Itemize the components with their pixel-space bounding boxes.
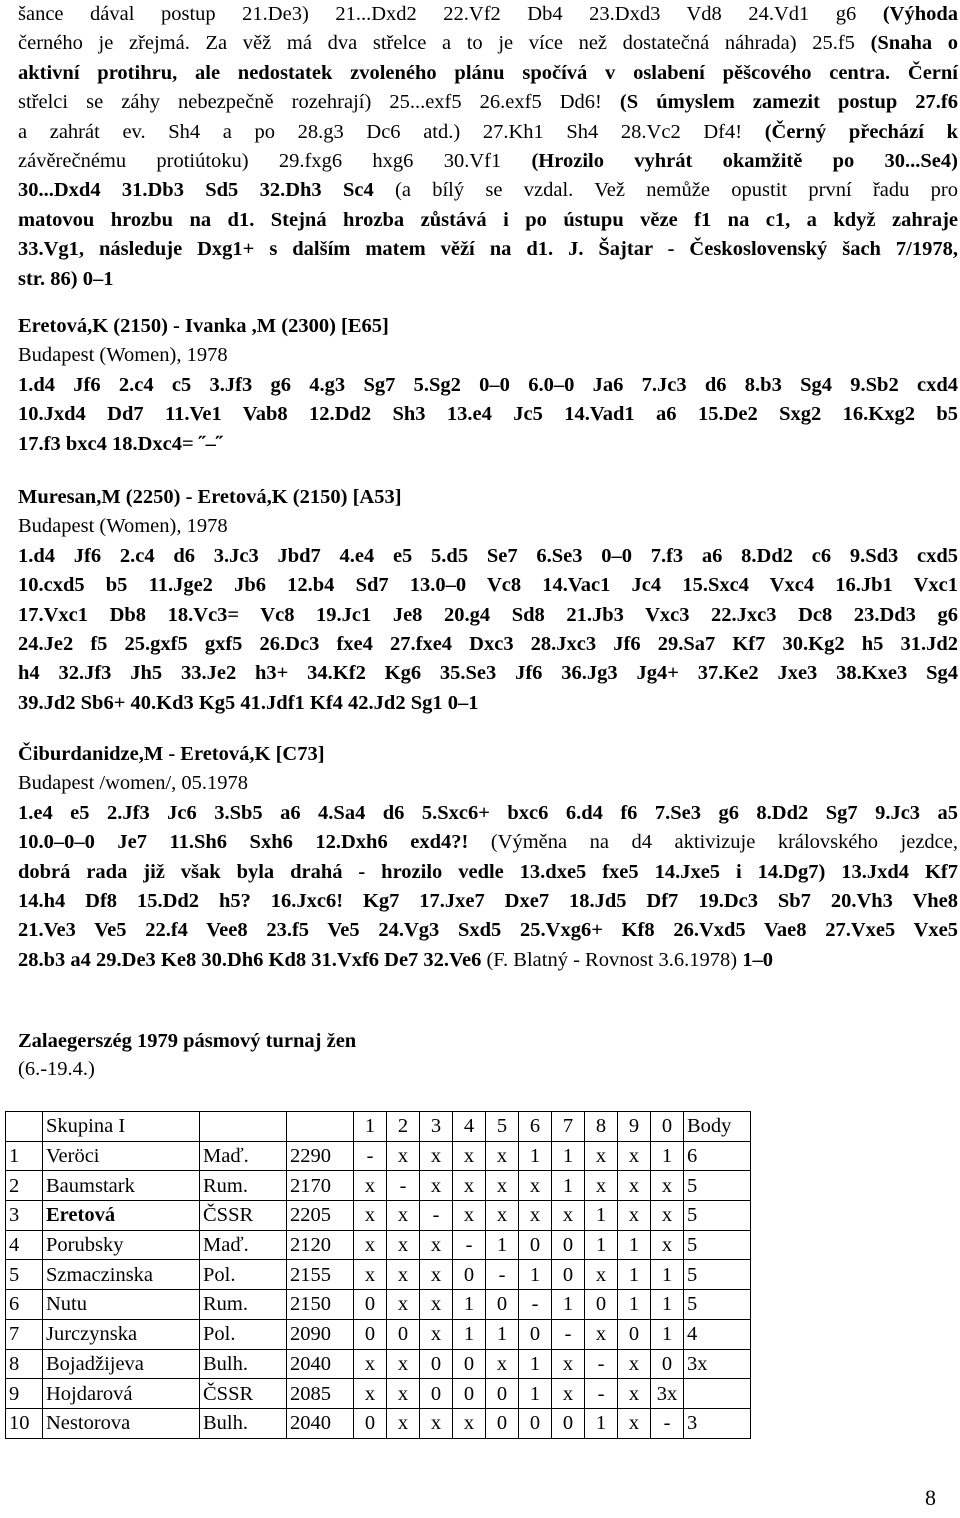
table-cell: x — [585, 1171, 618, 1201]
table-cell: 2085 — [287, 1379, 354, 1409]
table-cell: 1 — [519, 1260, 552, 1290]
table-cell: Pol. — [200, 1260, 287, 1290]
table-cell: 1 — [651, 1260, 684, 1290]
table-cell: 1 — [552, 1290, 585, 1320]
table-cell: 2 — [6, 1171, 43, 1201]
table-cell: x — [387, 1408, 420, 1438]
table-cell: - — [486, 1260, 519, 1290]
move-line: dobrá rada již však byla drahá - hrozilo vedle 13.dxe5 fxe5 14.Jxe5 i 14.Dg7) 13.Jxd4 Kf7 — [18, 860, 958, 883]
intro-line: 30...Dxd4 31.Db3 Sd5 32.Dh3 Sc4 (a bílý se vzdal. Vež nemůže opustit první řadu pro — [18, 179, 958, 202]
header-cell — [287, 1112, 354, 1142]
table-cell: 3 — [684, 1408, 751, 1438]
header-cell: 4 — [453, 1112, 486, 1142]
table-cell: x — [420, 1319, 453, 1349]
table-cell: 2040 — [287, 1408, 354, 1438]
table-cell: 1 — [519, 1141, 552, 1171]
intro-line: str. 86) 0–1 — [18, 267, 114, 290]
game-header: Čiburdanidze,M - Eretová,K [C73] — [18, 743, 325, 765]
table-cell: 0 — [618, 1319, 651, 1349]
header-cell: 6 — [519, 1112, 552, 1142]
table-cell: 1 — [585, 1230, 618, 1260]
table-cell: 1 — [618, 1290, 651, 1320]
table-cell: 2205 — [287, 1201, 354, 1231]
game-event: Budapest /women/, 05.1978 — [18, 772, 249, 795]
table-cell: - — [387, 1171, 420, 1201]
game-header: Eretová,K (2150) - Ivanka ,M (2300) [E65] — [18, 315, 389, 337]
table-cell: x — [552, 1201, 585, 1231]
table-cell: x — [618, 1171, 651, 1201]
table-row — [6, 1141, 751, 1171]
table-cell: 0 — [552, 1230, 585, 1260]
section-title: Zalaegerszég 1979 pásmový turnaj žen — [18, 1030, 357, 1052]
header-cell: 0 — [651, 1112, 684, 1142]
table-cell: 1 — [6, 1141, 43, 1171]
table-cell: Rum. — [200, 1171, 287, 1201]
table-cell: 0 — [486, 1290, 519, 1320]
table-cell: 1 — [618, 1260, 651, 1290]
intro-line: 33.Vg1, následuje Dxg1+ s dalším matem věží na d1. J. Šajtar - Československý šach 7/1978, — [18, 238, 958, 261]
table-cell: - — [519, 1290, 552, 1320]
table-cell: x — [552, 1349, 585, 1379]
table-cell: 0 — [453, 1349, 486, 1379]
move-line: 14.h4 Df8 15.Dd2 h5? 16.Jxc6! Kg7 17.Jxe7 Dxe7 18.Jd5 Df7 19.Dc3 Sb7 20.Vh3 Vhe8 — [18, 890, 958, 913]
table-cell: 2150 — [287, 1290, 354, 1320]
table-cell: x — [585, 1260, 618, 1290]
intro-line: šance dával postup 21.De3) 21...Dxd2 22.Vf2 Db4 23.Dxd3 Vd8 24.Vd1 g6 (Výhoda — [18, 3, 958, 25]
table-cell: x — [585, 1141, 618, 1171]
table-cell: 1 — [486, 1319, 519, 1349]
move-line: 1.e4 e5 2.Jf3 Jc6 3.Sb5 a6 4.Sa4 d6 5.Sxc6+ bxc6 6.d4 f6 7.Se3 g6 8.Dd2 Sg7 9.Jc3 a5 — [18, 801, 958, 824]
table-cell: x — [519, 1171, 552, 1201]
table-cell: x — [420, 1408, 453, 1438]
table-cell: 4 — [684, 1319, 751, 1349]
table-cell: x — [651, 1230, 684, 1260]
table-cell: x — [618, 1379, 651, 1409]
table-cell: x — [453, 1171, 486, 1201]
table-row — [6, 1379, 751, 1409]
table-cell: Nestorova — [43, 1408, 200, 1438]
table-cell: 0 — [519, 1230, 552, 1260]
table-row — [6, 1230, 751, 1260]
game-header: Muresan,M (2250) - Eretová,K (2150) [A53] — [18, 486, 402, 508]
page-number: 8 — [925, 1485, 936, 1510]
move-line: 1.d4 Jf6 2.c4 c5 3.Jf3 g6 4.g3 Sg7 5.Sg2 0–0 6.0–0 Ja6 7.Jc3 d6 8.b3 Sg4 9.Sb2 cxd4 — [18, 373, 958, 396]
table-cell: 1 — [651, 1141, 684, 1171]
table-cell: x — [420, 1290, 453, 1320]
table-cell: 0 — [420, 1349, 453, 1379]
table-cell: x — [585, 1319, 618, 1349]
game-event: Budapest (Women), 1978 — [18, 344, 228, 367]
intro-paragraph — [18, 0, 958, 294]
table-cell: x — [651, 1201, 684, 1231]
section-dates: (6.-19.4.) — [18, 1058, 95, 1080]
intro-line: černého je zřejmá. Za věž má dva střelce a to je více než dostatečná náhrada) 25.f5 (Snaha o — [18, 32, 959, 55]
table-cell: 9 — [6, 1379, 43, 1409]
table-cell: 10 — [6, 1408, 43, 1438]
table-cell: 1 — [519, 1349, 552, 1379]
table-row — [6, 1260, 751, 1290]
table-cell: 0 — [651, 1349, 684, 1379]
table-cell: 0 — [354, 1319, 387, 1349]
move-line: 21.Ve3 Ve5 22.f4 Vee8 23.f5 Ve5 24.Vg3 Sxd5 25.Vxg6+ Kf8 26.Vxd5 Vae8 27.Vxe5 Vxe5 — [18, 919, 958, 942]
header-cell — [200, 1112, 287, 1142]
table-cell: Hojdarová — [43, 1379, 200, 1409]
table-row — [6, 1319, 751, 1349]
table-cell: 1 — [453, 1319, 486, 1349]
table-cell: 1 — [651, 1319, 684, 1349]
move-line: 10.Jxd4 Dd7 11.Ve1 Vab8 12.Dd2 Sh3 13.e4 Jc5 14.Vad1 a6 15.De2 Sxg2 16.Kxg2 b5 — [18, 403, 958, 426]
table-cell: x — [552, 1379, 585, 1409]
table-cell: Eretová — [43, 1201, 200, 1231]
table-cell: 5 — [684, 1201, 751, 1231]
header-cell: 8 — [585, 1112, 618, 1142]
table-cell: Maď. — [200, 1141, 287, 1171]
table-cell: 5 — [684, 1171, 751, 1201]
table-cell: x — [420, 1171, 453, 1201]
table-cell: Szmaczinska — [43, 1260, 200, 1290]
table-cell: ČSSR — [200, 1379, 287, 1409]
table-row — [6, 1171, 751, 1201]
table-cell: Jurczynska — [43, 1319, 200, 1349]
table-cell: x — [387, 1379, 420, 1409]
table-cell: Baumstark — [43, 1171, 200, 1201]
table-cell: x — [387, 1349, 420, 1379]
table-cell: 5 — [684, 1260, 751, 1290]
header-cell: 9 — [618, 1112, 651, 1142]
table-cell: x — [519, 1201, 552, 1231]
table-cell: x — [387, 1141, 420, 1171]
table-cell: 1 — [453, 1290, 486, 1320]
table-cell: x — [618, 1141, 651, 1171]
table-cell: - — [585, 1379, 618, 1409]
table-row — [6, 1290, 751, 1320]
game-moves — [18, 371, 958, 459]
intro-line: matovou hrozbu na d1. Stejná hrozba zůstává i po ústupu věze f1 na c1, a když zahraje — [18, 208, 958, 231]
table-cell: 0 — [519, 1319, 552, 1349]
table-cell: 0 — [453, 1379, 486, 1409]
table-cell: Bojadžijeva — [43, 1349, 200, 1379]
crosstable-header — [6, 1112, 751, 1142]
table-cell: x — [618, 1349, 651, 1379]
table-row — [6, 1201, 751, 1231]
table-cell: 0 — [354, 1408, 387, 1438]
header-cell: Skupina I — [43, 1112, 200, 1142]
table-cell: 5 — [684, 1290, 751, 1320]
table-cell: 0 — [420, 1379, 453, 1409]
table-cell: 2040 — [287, 1349, 354, 1379]
move-line: h4 32.Jf3 Jh5 33.Je2 h3+ 34.Kf2 Kg6 35.Se3 Jf6 36.Jg3 Jg4+ 37.Ke2 Jxe3 38.Kxe3 Sg4 — [18, 662, 958, 685]
move-line: 10.0–0–0 Je7 11.Sh6 Sxh6 12.Dxh6 exd4?! (Výměna na d4 aktivizuje královského jezdce, — [18, 831, 958, 854]
intro-line: závěrečnému protiútoku) 29.fxg6 hxg6 30.Vf1 (Hrozilo vyhrát okamžitě po 30...Se4) — [18, 150, 958, 173]
table-cell: x — [486, 1171, 519, 1201]
table-cell: Veröci — [43, 1141, 200, 1171]
table-cell: - — [420, 1201, 453, 1231]
table-cell: x — [453, 1141, 486, 1171]
header-cell: 2 — [387, 1112, 420, 1142]
table-cell: 1 — [486, 1230, 519, 1260]
table-cell: x — [420, 1260, 453, 1290]
table-cell: x — [387, 1201, 420, 1231]
table-cell: x — [486, 1349, 519, 1379]
table-cell: 0 — [354, 1290, 387, 1320]
move-line: 1.d4 Jf6 2.c4 d6 3.Jc3 Jbd7 4.e4 e5 5.d5 Se7 6.Se3 0–0 7.f3 a6 8.Dd2 c6 9.Sd3 cxd5 — [18, 544, 958, 567]
table-cell: 2170 — [287, 1171, 354, 1201]
header-cell: 5 — [486, 1112, 519, 1142]
table-cell: x — [618, 1201, 651, 1231]
table-cell: x — [486, 1201, 519, 1231]
header-cell: 7 — [552, 1112, 585, 1142]
table-cell: 5 — [684, 1230, 751, 1260]
table-cell: 0 — [519, 1408, 552, 1438]
table-cell: Nutu — [43, 1290, 200, 1320]
table-cell: 0 — [486, 1408, 519, 1438]
game-1 — [18, 312, 958, 459]
table-cell: x — [354, 1230, 387, 1260]
table-cell: Rum. — [200, 1290, 287, 1320]
table-cell: x — [486, 1141, 519, 1171]
table-cell: 2290 — [287, 1141, 354, 1171]
table-cell: 7 — [6, 1319, 43, 1349]
table-cell: 0 — [453, 1260, 486, 1290]
table-cell: 3 — [6, 1201, 43, 1231]
move-line: 17.f3 bxc4 18.Dxc4= ˝–˝ — [18, 432, 223, 455]
table-cell: 2090 — [287, 1319, 354, 1349]
table-cell: 8 — [6, 1349, 43, 1379]
table-cell: 4 — [6, 1230, 43, 1260]
table-cell: x — [354, 1379, 387, 1409]
table-cell: x — [354, 1171, 387, 1201]
table-cell: Maď. — [200, 1230, 287, 1260]
table-cell: Porubsky — [43, 1230, 200, 1260]
table-cell: x — [618, 1408, 651, 1438]
move-line: 28.b3 a4 29.De3 Ke8 30.Dh6 Kd8 31.Vxf6 De7 32.Ve6 (F. Blatný - Rovnost 3.6.1978) 1–0 — [18, 948, 773, 971]
table-cell: 1 — [585, 1201, 618, 1231]
table-cell: Bulh. — [200, 1408, 287, 1438]
table-cell: x — [453, 1201, 486, 1231]
header-cell: Body — [684, 1112, 751, 1142]
table-cell: 1 — [618, 1230, 651, 1260]
table-cell: 1 — [552, 1141, 585, 1171]
table-cell: 2155 — [287, 1260, 354, 1290]
table-cell: 0 — [486, 1379, 519, 1409]
table-cell: x — [651, 1171, 684, 1201]
game-moves — [18, 799, 958, 975]
table-cell: Bulh. — [200, 1349, 287, 1379]
table-cell: x — [387, 1260, 420, 1290]
table-cell: 0 — [585, 1290, 618, 1320]
intro-line: aktivní protihru, ale nedostatek zvoleného plánu spočívá v oslabení pěšcového centra. Černí — [18, 61, 958, 84]
table-cell: x — [420, 1230, 453, 1260]
move-line: 39.Jd2 Sb6+ 40.Kd3 Kg5 41.Jdf1 Kf4 42.Jd2 Sg1 0–1 — [18, 691, 479, 714]
table-cell: x — [387, 1290, 420, 1320]
table-cell: 5 — [6, 1260, 43, 1290]
table-cell: - — [552, 1319, 585, 1349]
table-cell: 6 — [684, 1141, 751, 1171]
table-cell: 3x — [684, 1349, 751, 1379]
table-cell: x — [354, 1201, 387, 1231]
header-cell: 3 — [420, 1112, 453, 1142]
table-cell: 1 — [651, 1290, 684, 1320]
table-cell: Pol. — [200, 1319, 287, 1349]
game-2 — [18, 483, 958, 718]
table-cell: x — [387, 1230, 420, 1260]
game-event: Budapest (Women), 1978 — [18, 515, 228, 538]
table-row — [6, 1349, 751, 1379]
table-cell: x — [354, 1349, 387, 1379]
table-row — [6, 1408, 751, 1438]
table-cell: x — [354, 1260, 387, 1290]
game-3 — [18, 740, 958, 975]
table-cell: x — [453, 1408, 486, 1438]
table-cell: 0 — [552, 1408, 585, 1438]
header-cell — [6, 1112, 43, 1142]
table-cell: 3x — [651, 1379, 684, 1409]
table-cell: - — [585, 1349, 618, 1379]
table-cell: - — [651, 1408, 684, 1438]
intro-text — [18, 0, 958, 294]
header-cell: 1 — [354, 1112, 387, 1142]
table-cell: x — [420, 1141, 453, 1171]
game-moves — [18, 542, 958, 718]
table-cell: 6 — [6, 1290, 43, 1320]
move-line: 17.Vxc1 Db8 18.Vc3= Vc8 19.Jc1 Je8 20.g4 Sd8 21.Jb3 Vxc3 22.Jxc3 Dc8 23.Dd3 g6 — [18, 603, 958, 626]
move-line: 24.Je2 f5 25.gxf5 gxf5 26.Dc3 fxe4 27.fxe4 Dxc3 28.Jxc3 Jf6 29.Sa7 Kf7 30.Kg2 h5 31.Jd2 — [18, 633, 958, 656]
crosstable — [5, 1111, 751, 1439]
table-cell: 1 — [519, 1379, 552, 1409]
table-cell: - — [354, 1141, 387, 1171]
move-line: 10.cxd5 b5 11.Jge2 Jb6 12.b4 Sd7 13.0–0 Vc8 14.Vac1 Jc4 15.Sxc4 Vxc4 16.Jb1 Vxc1 — [18, 574, 958, 597]
table-cell: 0 — [552, 1260, 585, 1290]
table-cell: 0 — [387, 1319, 420, 1349]
table-cell — [684, 1379, 751, 1409]
intro-line: a zahrát ev. Sh4 a po 28.g3 Dc6 atd.) 27.Kh1 Sh4 28.Vc2 Df4! (Černý přechází k — [18, 120, 959, 143]
intro-line: střelci se záhy nebezpečně rozehrají) 25...exf5 26.exf5 Dd6! (S úmyslem zamezit postup 27.f6 — [18, 91, 958, 114]
table-cell: 1 — [585, 1408, 618, 1438]
table-cell: ČSSR — [200, 1201, 287, 1231]
table-cell: 1 — [552, 1171, 585, 1201]
table-cell: - — [453, 1230, 486, 1260]
table-cell: 2120 — [287, 1230, 354, 1260]
